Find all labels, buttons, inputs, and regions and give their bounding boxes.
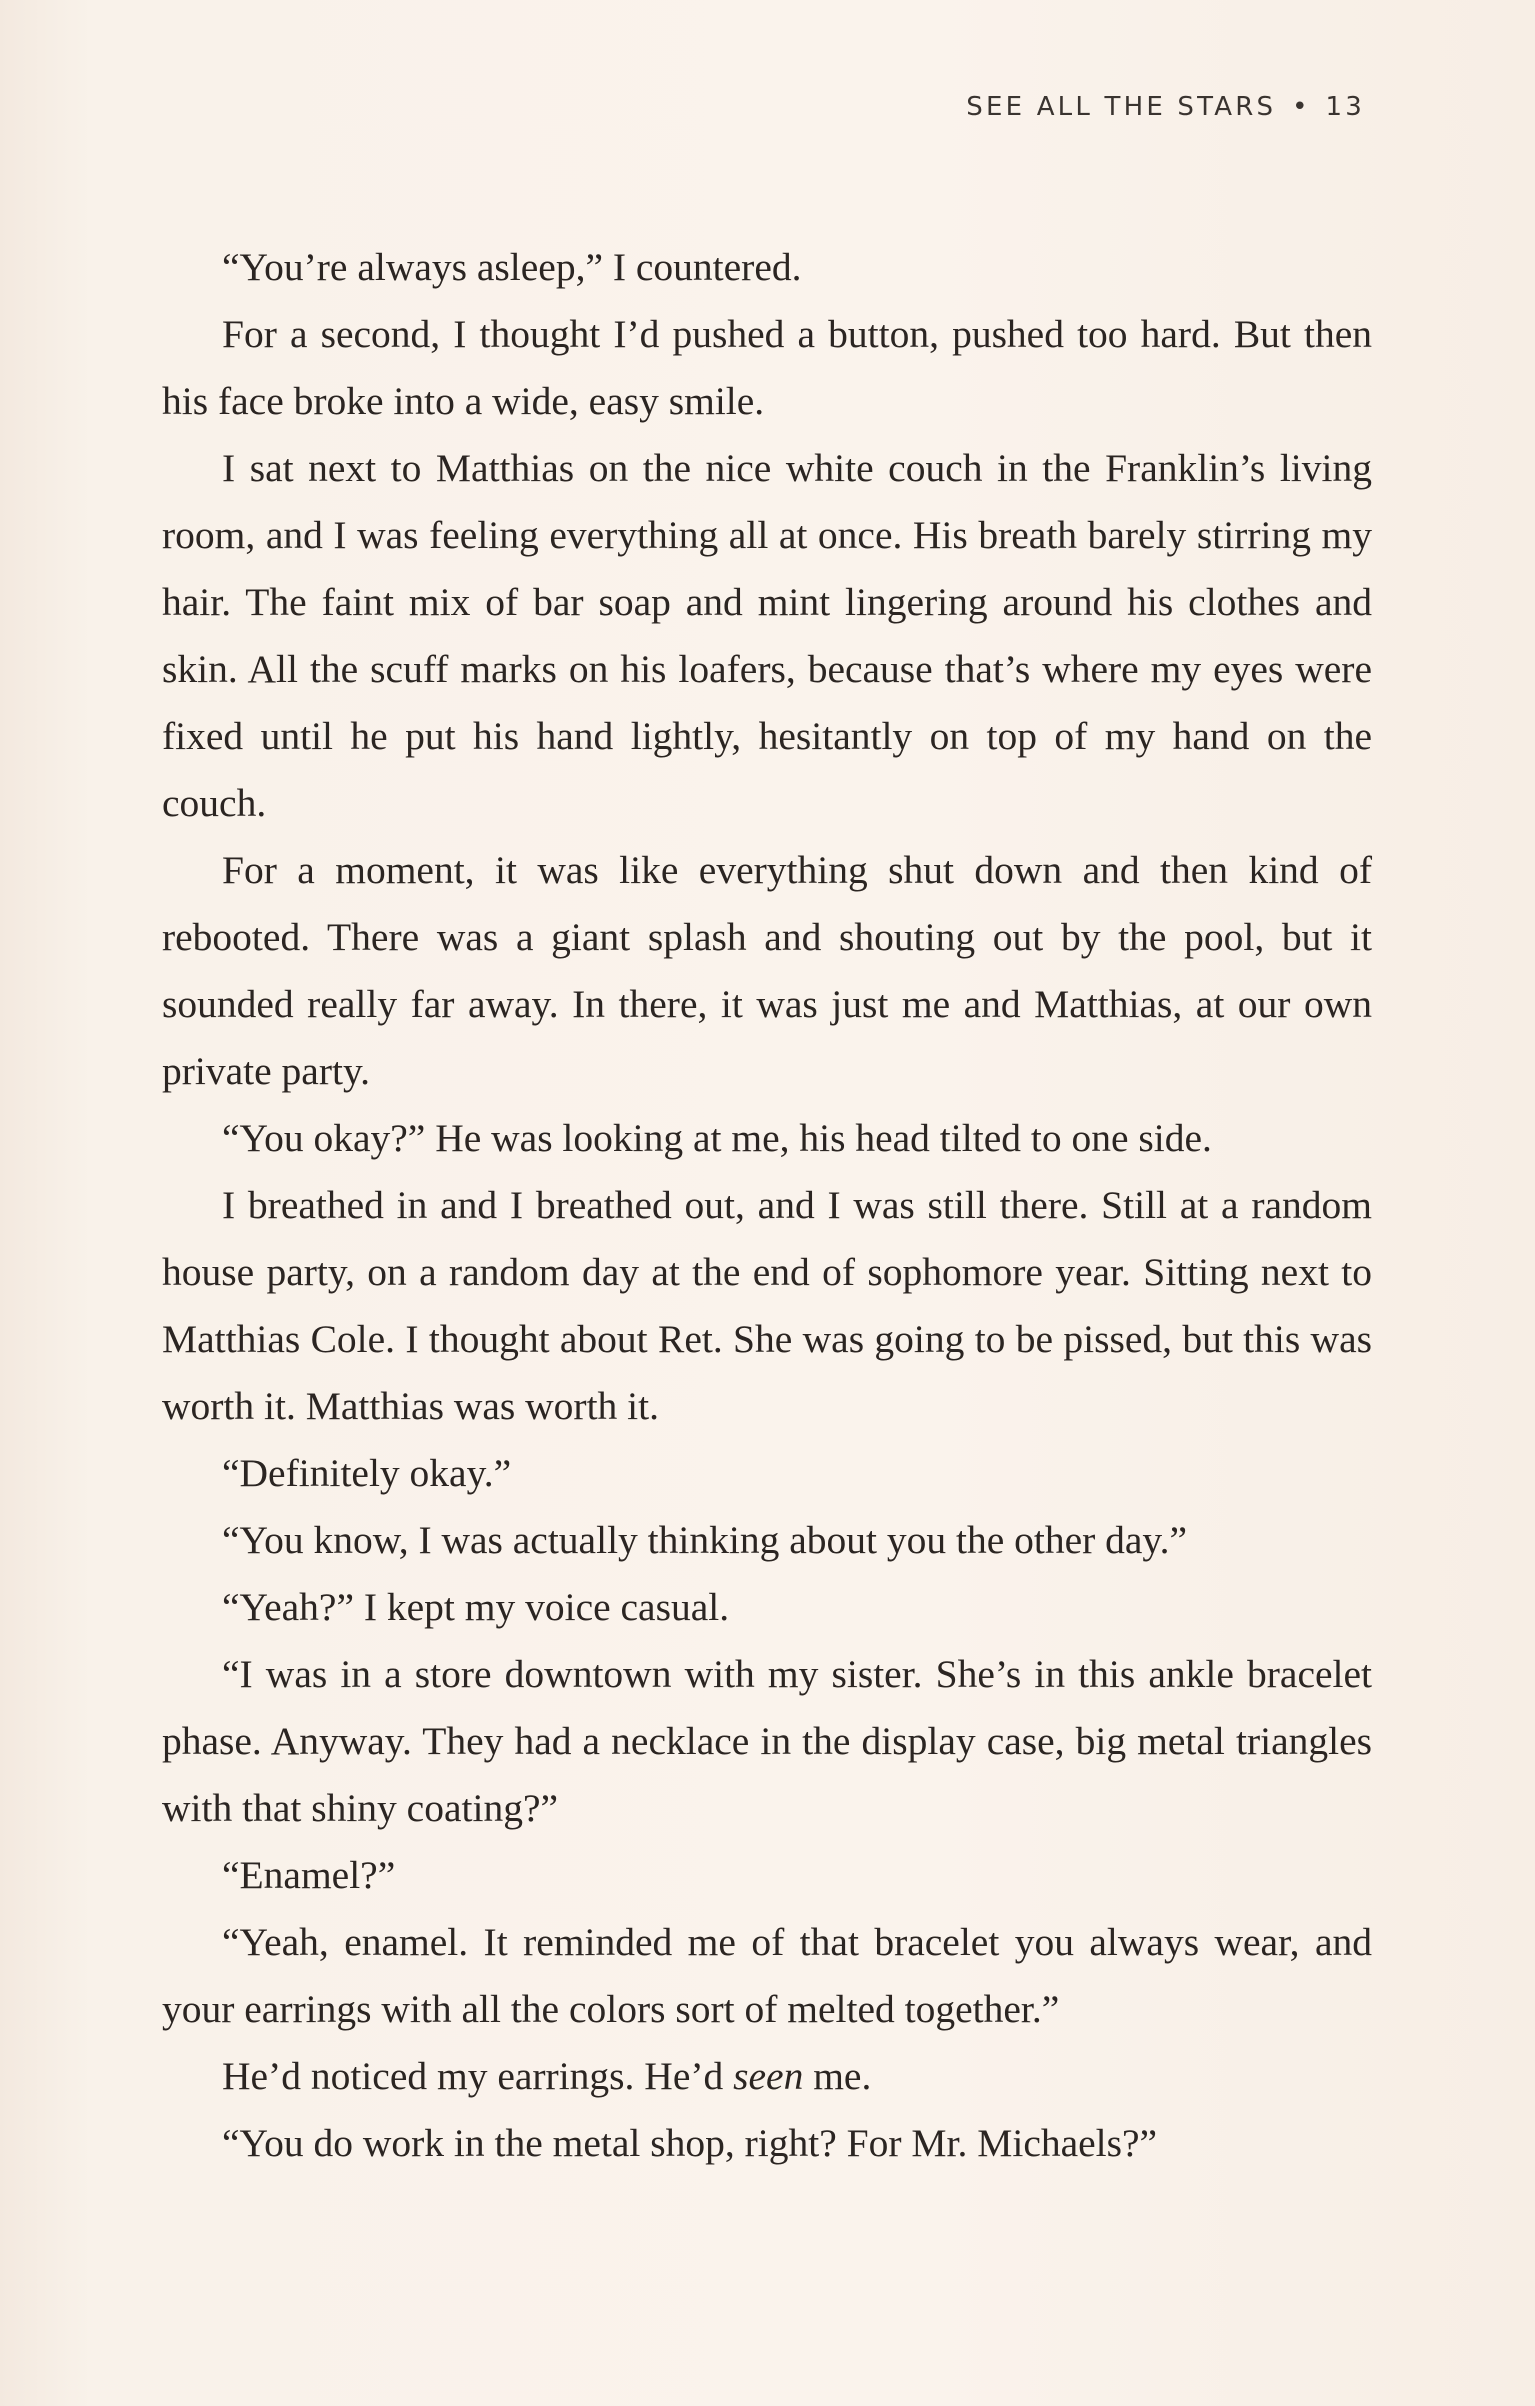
paragraph: “Enamel?” [222,1853,396,1897]
paragraph: “You do work in the metal shop, right? For Mr. Michaels?” [222,2121,1158,2165]
paragraph: I breathed in and I breathed out, and I was still there. Still at a random house party, on a random day at the end of sophomore year. Sitting next to Matthias Cole. I thought about Ret. She was going to be pissed, but this was worth it. Matthias was worth it. [162,1183,1372,1428]
paragraph: I sat next to Matthias on the nice white couch in the Franklin’s living room, and I was feeling everything all at once. His breath barely stirring my hair. The faint mix of bar soap and mint lingering around his clothes and skin. All the scuff marks on his loafers, because that’s where my eyes were fixed until he put his hand lightly, hesitantly on top of my hand on the couch. [162,446,1372,825]
paragraph: “I was in a store downtown with my sister. She’s in this ankle bracelet phase. Anyway. They had a necklace in the display case, big metal triangles with that shiny coating?” [162,1652,1372,1830]
text-run: me. [803,2054,872,2098]
emphasized-word: seen [733,2054,804,2098]
separator-dot: • [1292,92,1308,122]
page-number: 13 [1325,92,1365,122]
paragraph: “Yeah?” I kept my voice casual. [222,1585,730,1629]
paragraph: For a moment, it was like everything shut down and then kind of rebooted. There was a giant splash and shouting out by the pool, but it sounded really far away. In there, it was just me and Matthias, at our own private party. [162,848,1372,1093]
paragraph: “You’re always asleep,” I countered. [222,245,802,289]
body-text [162,234,1372,2177]
paragraph: “Yeah, enamel. It reminded me of that bracelet you always wear, and your earrings with all the colors sort of melted together.” [162,1920,1372,2031]
paragraph: For a second, I thought I’d pushed a button, pushed too hard. But then his face broke into a wide, easy smile. [162,312,1372,423]
book-title: SEE ALL THE STARS [966,92,1277,122]
paragraph: “Definitely okay.” [222,1451,512,1495]
text-run: He’d noticed my earrings. He’d [222,2054,734,2098]
paragraph: “You okay?” He was looking at me, his head tilted to one side. [222,1116,1212,1160]
paragraph: “You know, I was actually thinking about you the other day.” [222,1518,1188,1562]
running-head [966,92,1365,122]
paragraph-with-emphasis [162,2043,1372,2110]
